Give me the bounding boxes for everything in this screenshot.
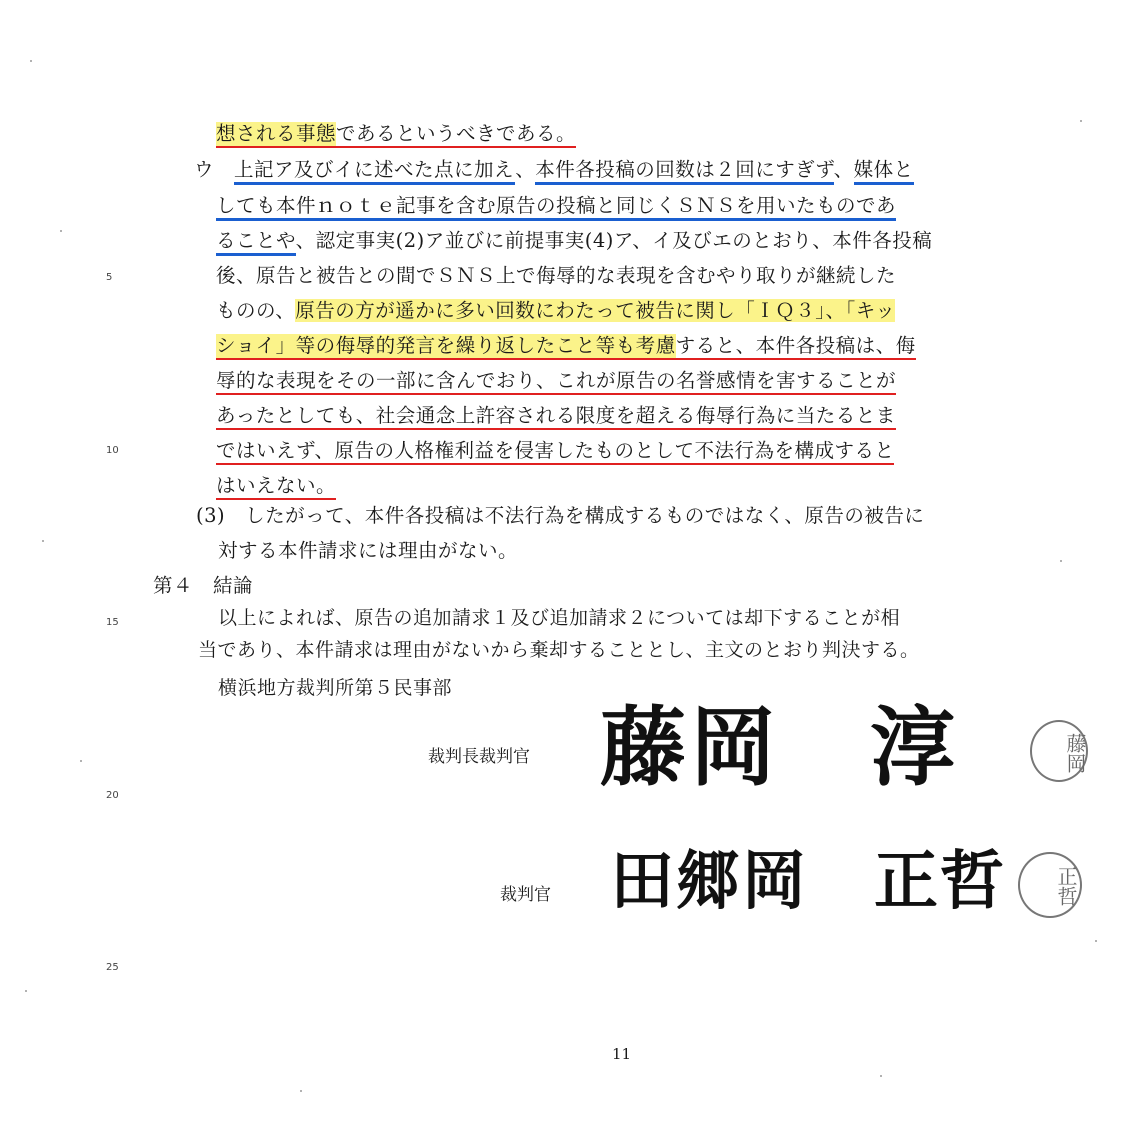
highlighted-text: ショイ」等の侮辱的発言を繰り返したこと等も考慮 (216, 334, 676, 360)
text-fragment: 、認定事実(2)ア並びに前提事実(4)ア、イ及びエのとおり、本件各投稿 (295, 229, 933, 252)
highlighted-text: 原告の方が遥かに多い回数にわたって被告に関し「ＩＱ３」、「キッ (295, 299, 896, 322)
line-number: 20 (106, 790, 119, 801)
item-marker: ウ (194, 158, 235, 181)
judge-label: 裁判官 (500, 885, 551, 905)
court-name: 横浜地方裁判所第５民事部 (218, 677, 453, 699)
underlined-text: であるというべきである。 (336, 122, 576, 148)
underlined-text: ではいえず、原告の人格権利益を侵害したものとして不法行為を構成すると (216, 439, 894, 465)
body-line-15: 以上によれば、原告の追加請求１及び追加請求２については却下することが相 (218, 607, 901, 629)
scan-speck (42, 540, 44, 542)
body-line-13: 対する本件請求には理由がない。 (218, 539, 519, 562)
scan-speck (30, 60, 32, 62)
text-fragment: 、 (833, 158, 854, 181)
judge-signature: 田郷岡 正哲 (610, 844, 1006, 919)
body-line-11 (216, 472, 336, 500)
scan-speck (25, 990, 27, 992)
line-number: 10 (106, 445, 119, 456)
body-line-16: 当であり、本件請求は理由がないから棄却することとし、主文のとおり判決する。 (198, 639, 920, 661)
scan-speck (1080, 120, 1082, 122)
scan-speck (80, 760, 82, 762)
presiding-judge-signature: 藤岡 淳 (600, 697, 960, 798)
presiding-judge-seal: 藤岡 (1030, 720, 1088, 782)
scan-speck (1060, 560, 1062, 562)
line-number: 25 (106, 962, 119, 973)
text-fragment: 、 (515, 158, 536, 181)
body-line-7 (216, 332, 916, 360)
judge-seal: 正哲 (1018, 852, 1082, 918)
line-number: 5 (106, 272, 113, 283)
underlined-text: 辱的な表現をその一部に含んでおり、これが原告の名誉感情を害することが (216, 369, 896, 395)
presiding-judge-label: 裁判長裁判官 (428, 747, 530, 767)
highlighted-text: 想される事態 (216, 122, 336, 148)
underlined-text: すると、本件各投稿は、侮 (676, 334, 916, 360)
body-line-8 (216, 367, 896, 395)
body-line-9 (216, 402, 896, 430)
underlined-text: ることや (216, 229, 296, 256)
line-number: 15 (106, 617, 119, 628)
body-line-10 (216, 437, 894, 465)
body-line-5: 後、原告と被告との間でＳＮＳ上で侮辱的な表現を含むやり取りが継続した (216, 264, 897, 287)
scan-speck (880, 1075, 882, 1077)
underlined-text: あったとしても、社会通念上許容される限度を超える侮辱行為に当たるとま (216, 404, 896, 430)
body-line-1 (216, 120, 576, 148)
scan-speck (1095, 940, 1097, 942)
underlined-text: 上記ア及びイに述べた点に加え (234, 158, 515, 185)
text-fragment: ものの、 (216, 299, 296, 322)
body-line-12: (3) したがって、本件各投稿は不法行為を構成するものではなく、原告の被告に (196, 504, 925, 527)
body-line-4 (216, 227, 932, 255)
scan-speck (300, 1090, 302, 1092)
underlined-text: 本件各投稿の回数は２回にすぎず (535, 158, 833, 185)
section-heading: 第４ 結論 (153, 574, 254, 597)
body-line-2 (194, 156, 914, 184)
body-line-6 (216, 297, 895, 325)
underlined-text: しても本件ｎｏｔｅ記事を含む原告の投稿と同じくＳＮＳを用いたものであ (216, 194, 896, 221)
page-number: 11 (612, 1045, 632, 1063)
underlined-text: はいえない。 (216, 474, 336, 500)
body-line-3 (216, 192, 896, 220)
underlined-text: 媒体と (854, 158, 914, 185)
scan-speck (60, 230, 62, 232)
